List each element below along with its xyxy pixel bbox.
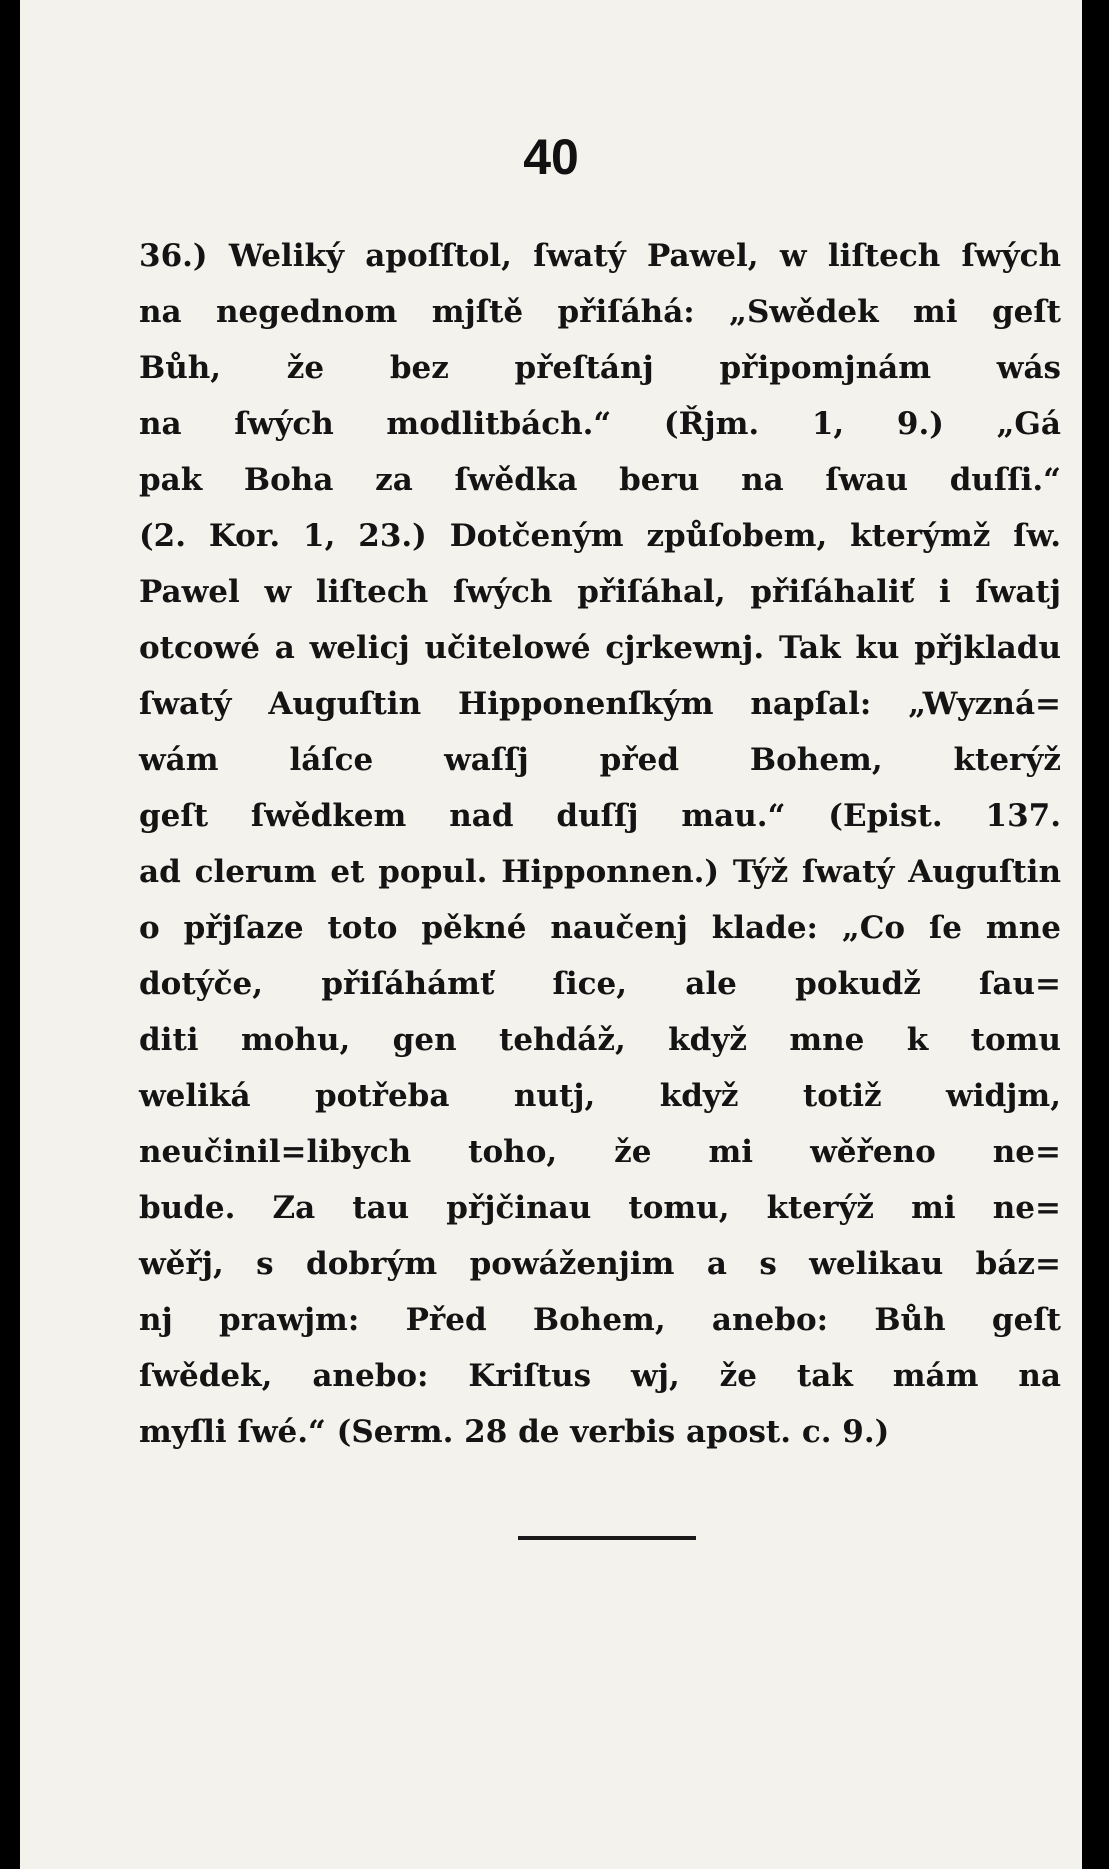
- text-line: o přjſaze toto pěkné naučenj klade: „Co ſe mne: [139, 910, 1061, 946]
- text-line: otcowé a welicj učitelowé cjrkewnj. Tak ku přjkladu: [139, 630, 1061, 666]
- text-line: weliká potřeba nutj, když totiž widjm,: [139, 1078, 1061, 1114]
- text-line: 36.) Weliký apoſſtol, ſwatý Pawel, w liſtech ſwých: [139, 238, 1061, 274]
- text-line: ad clerum et popul. Hipponnen.) Týž ſwatý Auguſtin: [139, 854, 1061, 890]
- text-line: Bůh, že bez přeſtánj připomjnám wás: [139, 350, 1061, 386]
- text-line: diti mohu, gen tehdáž, když mne k tomu: [139, 1022, 1061, 1058]
- text-line: na ſwých modlitbách.“ (Řjm. 1, 9.) „Gá: [139, 406, 1061, 442]
- text-line: nj prawjm: Před Bohem, anebo: Bůh geſt: [139, 1302, 1061, 1338]
- text-line: neučinil=libych toho, že mi wěřeno ne=: [139, 1134, 1061, 1170]
- text-line: Pawel w liſtech ſwých přiſáhal, přiſáhaliť i ſwatj: [139, 574, 1061, 610]
- page-number: 40: [523, 129, 579, 185]
- text-line: na negednom mjſtě přiſáhá: „Swědek mi geſt: [139, 294, 1061, 330]
- text-line: dotýče, přiſáhámť ſice, ale pokudž ſau=: [139, 966, 1061, 1002]
- body-text: [139, 228, 1061, 1460]
- text-line: wám láſce waſſj před Bohem, kterýž: [139, 742, 1061, 778]
- book-page: [20, 0, 1082, 1869]
- text-line: ſwatý Auguſtin Hipponenſkým napſal: „Wyzná=: [139, 686, 1061, 722]
- text-line: myſli ſwé.“ (Serm. 28 de verbis apost. c. 9.): [139, 1414, 890, 1450]
- text-line: bude. Za tau přjčinau tomu, kterýž mi ne=: [139, 1190, 1061, 1226]
- text-line: geſt ſwědkem nad duſſj mau.“ (Epist. 137.: [139, 798, 1061, 834]
- text-line: pak Boha za ſwědka beru na ſwau duſſi.“: [139, 462, 1061, 498]
- text-line: (2. Kor. 1, 23.) Dotčeným způſobem, kterýmž ſw.: [139, 518, 1061, 554]
- text-line: ſwědek, anebo: Kriſtus wj, že tak mám na: [139, 1358, 1061, 1394]
- section-divider: [518, 1536, 696, 1540]
- text-line: wěřj, s dobrým powáženjim a s welikau báz=: [139, 1246, 1061, 1282]
